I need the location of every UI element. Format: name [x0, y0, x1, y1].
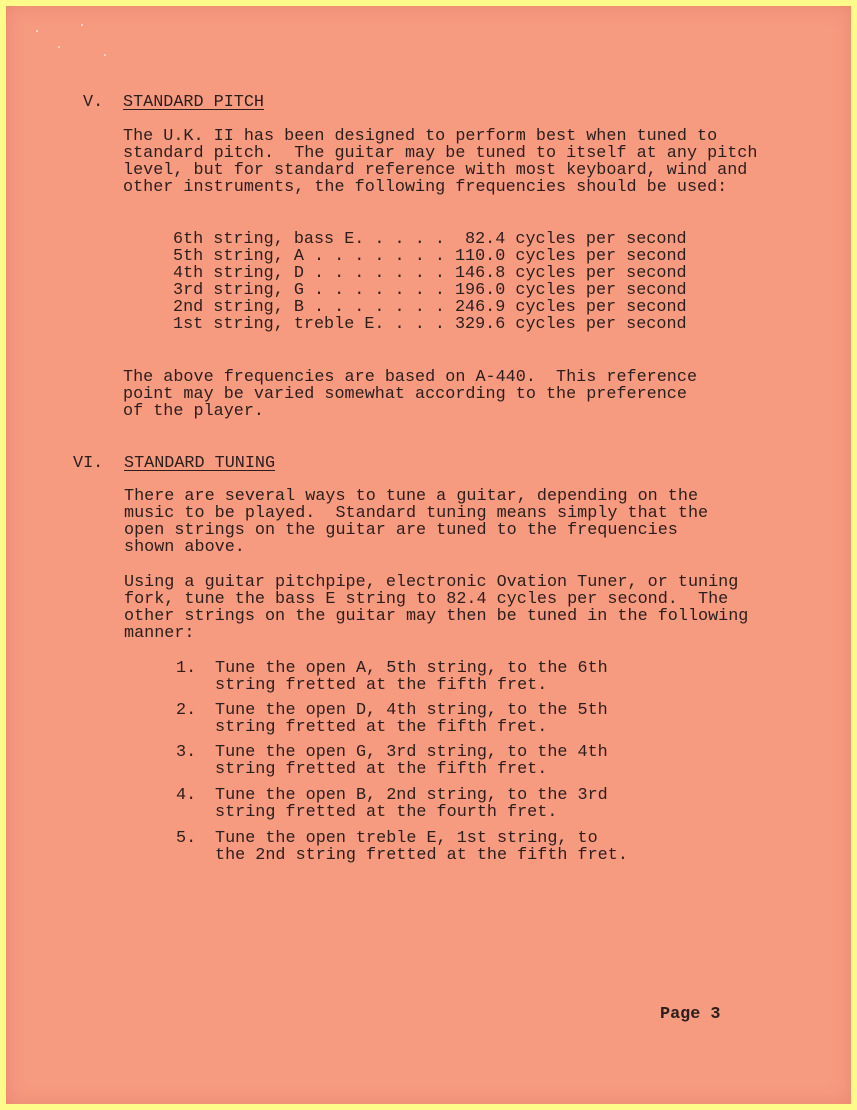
step-number: 4.	[176, 786, 197, 805]
text-line: open strings on the guitar are tuned to the frequencies	[124, 521, 678, 540]
frequency-row: 3rd string, G . . . . . . . 196.0 cycles per second	[173, 281, 687, 300]
text-line: fork, tune the bass E string to 82.4 cycles per second. The	[124, 590, 729, 609]
step-number: 2.	[176, 701, 197, 720]
text-line: string fretted at the fifth fret.	[215, 760, 548, 779]
text-line: other instruments, the following frequencies should be used:	[123, 178, 728, 197]
text-line: point may be varied somewhat according to the preference	[123, 385, 687, 404]
section-heading: STANDARD PITCH	[123, 93, 264, 112]
text-line: Using a guitar pitchpipe, electronic Ovation Tuner, or tuning	[124, 573, 739, 592]
step-number: 5.	[176, 829, 197, 848]
text-line: Tune the open treble E, 1st string, to	[215, 829, 598, 848]
text-line: other strings on the guitar may then be tuned in the following	[124, 607, 749, 626]
text-line: The above frequencies are based on A-440. This reference	[123, 368, 698, 387]
frequency-row: 2nd string, B . . . . . . . 246.9 cycles per second	[173, 298, 687, 317]
document-page	[6, 6, 851, 1104]
text-line: the 2nd string fretted at the fifth fret.	[215, 846, 628, 865]
section-number: V.	[83, 93, 104, 112]
text-line: of the player.	[123, 402, 264, 421]
frequency-row: 6th string, bass E. . . . . 82.4 cycles per second	[173, 230, 687, 249]
text-line: string fretted at the fourth fret.	[215, 803, 558, 822]
text-line: shown above.	[124, 538, 245, 557]
frequency-row: 4th string, D . . . . . . . 146.8 cycles per second	[173, 264, 687, 283]
section-heading: STANDARD TUNING	[124, 454, 276, 473]
section-number: VI.	[73, 454, 104, 473]
step-number: 3.	[176, 743, 197, 762]
text-line: Tune the open D, 4th string, to the 5th	[215, 701, 608, 720]
frequency-row: 5th string, A . . . . . . . 110.0 cycles per second	[173, 247, 687, 266]
page-number: Page 3	[660, 1005, 721, 1024]
text-line: Tune the open B, 2nd string, to the 3rd	[215, 786, 608, 805]
paper-speck	[104, 54, 106, 56]
paper-speck	[36, 30, 38, 32]
text-line: standard pitch. The guitar may be tuned to itself at any pitch	[123, 144, 758, 163]
text-line: level, but for standard reference with most keyboard, wind and	[123, 161, 748, 180]
text-line: music to be played. Standard tuning means simply that the	[124, 504, 709, 523]
text-line: Tune the open A, 5th string, to the 6th	[215, 659, 608, 678]
text-line: string fretted at the fifth fret.	[215, 718, 548, 737]
text-line: string fretted at the fifth fret.	[215, 676, 548, 695]
text-line: manner:	[124, 624, 195, 643]
text-line: Tune the open G, 3rd string, to the 4th	[215, 743, 608, 762]
step-number: 1.	[176, 659, 197, 678]
paper-speck	[81, 24, 83, 26]
text-line: The U.K. II has been designed to perform best when tuned to	[123, 127, 718, 146]
frequency-row: 1st string, treble E. . . . 329.6 cycles per second	[173, 315, 687, 334]
paper-speck	[58, 46, 60, 48]
text-line: There are several ways to tune a guitar, depending on the	[124, 487, 699, 506]
